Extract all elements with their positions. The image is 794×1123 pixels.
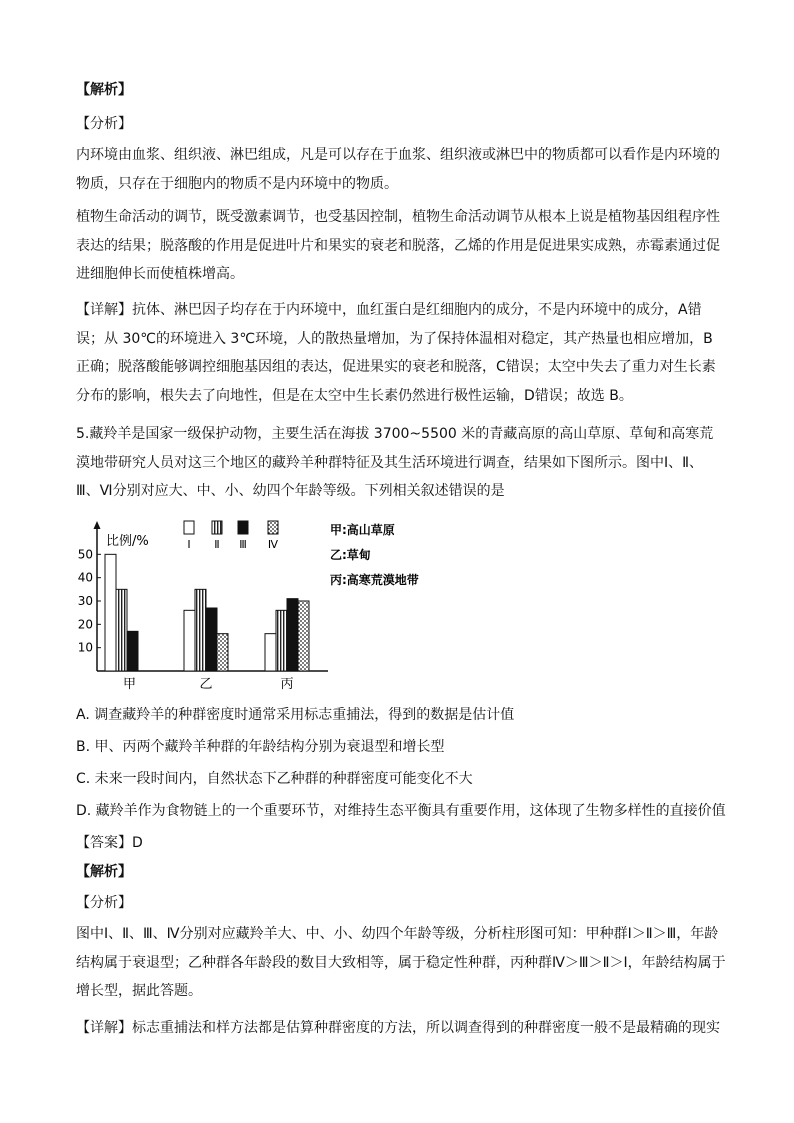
analysis-heading: 【解析】	[76, 82, 132, 98]
paragraph-analysis-1: 内环境由血浆、组织液、淋巴组成，凡是可以存在于血浆、组织液或淋巴中的物质都可以看作是内环境的物质，只存在于细胞内的物质不是内环境中的物质。	[76, 147, 720, 192]
analysis-subheading: 【分析】	[76, 116, 132, 132]
option-d: D. 藏羚羊作为食物链上的一个重要环节，对维持生态平衡具有重要作用，这体现了生物多样性的直接价值	[76, 803, 726, 819]
region-legend	[330, 522, 419, 587]
region-legend-item: 丙:高寒荒漠地带	[330, 573, 419, 587]
y-tick-label: 20	[77, 617, 93, 632]
bar-乙-Ⅲ	[206, 608, 217, 671]
y-tick-label: 40	[77, 570, 93, 585]
bar-甲-Ⅰ	[105, 554, 116, 671]
region-legend-item: 甲:高山草原	[330, 523, 395, 537]
legend-label: Ⅳ	[267, 538, 279, 551]
bar-甲-Ⅱ	[116, 589, 127, 671]
region-legend-item: 乙:草甸	[330, 548, 371, 562]
question-5-stem: 5.藏羚羊是国家一级保护动物，主要生活在海拔 3700~5500 米的青藏高原的高山草原、草甸和高寒荒漠地带研究人员对这三个地区的藏羚羊种群特征及其生活环境进行调查，结果如下图所示。图中Ⅰ、Ⅱ、Ⅲ、Ⅵ分别对应大、中、小、幼四个年龄等级。下列相关叙述错误的是	[76, 426, 714, 499]
option-c: C. 未来一段时间内，自然状态下乙种群的种群密度可能变化不大	[76, 771, 473, 787]
bar-丙-Ⅱ	[276, 610, 287, 671]
x-category-label: 丙	[280, 677, 294, 692]
x-category-label: 乙	[199, 677, 213, 692]
analysis-subheading-2: 【分析】	[76, 895, 132, 911]
bar-丙-Ⅰ	[265, 634, 276, 671]
series-legend	[184, 521, 279, 551]
paragraph-analysis-3: 图中Ⅰ、Ⅱ、Ⅲ、Ⅳ分别对应藏羚羊大、中、小、幼四个年龄等级，分析柱形图可知：甲种群Ⅰ＞Ⅱ＞Ⅲ，年龄结构属于衰退型；乙种群各年龄段的数目大致相等，属于稳定性种群，丙种群Ⅳ＞Ⅲ＞Ⅱ＞Ⅰ，年龄结构属于增长型，据此答题。	[76, 926, 726, 999]
x-category-label: 甲	[122, 677, 137, 692]
legend-swatch	[212, 521, 222, 534]
legend-label: Ⅱ	[214, 538, 220, 551]
paragraph-analysis-2: 植物生命活动的调节，既受激素调节，也受基因控制，植物生命活动调节从根本上说是植物基因组程序性表达的结果；脱落酸的作用是促进叶片和果实的衰老和脱落，乙烯的作用是促进果实成熟，赤霉素通过促进细胞伸长而使植株增高。	[76, 209, 720, 282]
legend-swatch	[238, 521, 248, 534]
answer-line: 【答案】D	[76, 835, 143, 851]
bar-乙-Ⅱ	[195, 589, 206, 671]
legend-label: Ⅰ	[187, 538, 191, 551]
bar-丙-Ⅳ	[298, 601, 309, 671]
bar-甲-Ⅲ	[127, 631, 138, 671]
bar-乙-Ⅳ	[217, 634, 228, 671]
legend-swatch	[184, 521, 194, 534]
legend-label: Ⅲ	[239, 538, 247, 551]
y-tick-label: 30	[77, 594, 93, 608]
paragraph-detail-1: 【详解】抗体、淋巴因子均存在于内环境中，血红蛋白是红细胞内的成分，不是内环境中的成分，A错误；从 30℃的环境进入 3℃环境，人的散热量增加，为了保持体温相对稳定，其产热量也相应增加，B正确；脱落酸能够调控细胞基因组的表达，促进果实的衰老和脱落，C错误；太空中失去了重力对生长素分布的影响，根失去了向地性，但是在太空中生长素仍然进行极性运输，D错误；故选 B。	[76, 302, 716, 404]
y-tick-label: 10	[77, 640, 93, 655]
y-axis-label: 比例/%	[106, 534, 149, 549]
paragraph-detail-2: 【详解】标志重捕法和样方法都是估算种群密度的方法，所以调查得到的种群密度一般不是最精确的现实	[76, 1020, 720, 1036]
bar-丙-Ⅲ	[287, 599, 298, 671]
y-tick-label: 50	[77, 547, 93, 562]
age-structure-bar-chart	[70, 518, 460, 693]
option-b: B. 甲、丙两个藏羚羊种群的年龄结构分别为衰退型和增长型	[76, 739, 445, 755]
analysis-heading-2: 【解析】	[76, 864, 132, 880]
bar-乙-Ⅰ	[184, 610, 195, 671]
legend-swatch	[268, 521, 278, 534]
option-a: A. 调查藏羚羊的种群密度时通常采用标志重捕法，得到的数据是估计值	[76, 707, 515, 723]
